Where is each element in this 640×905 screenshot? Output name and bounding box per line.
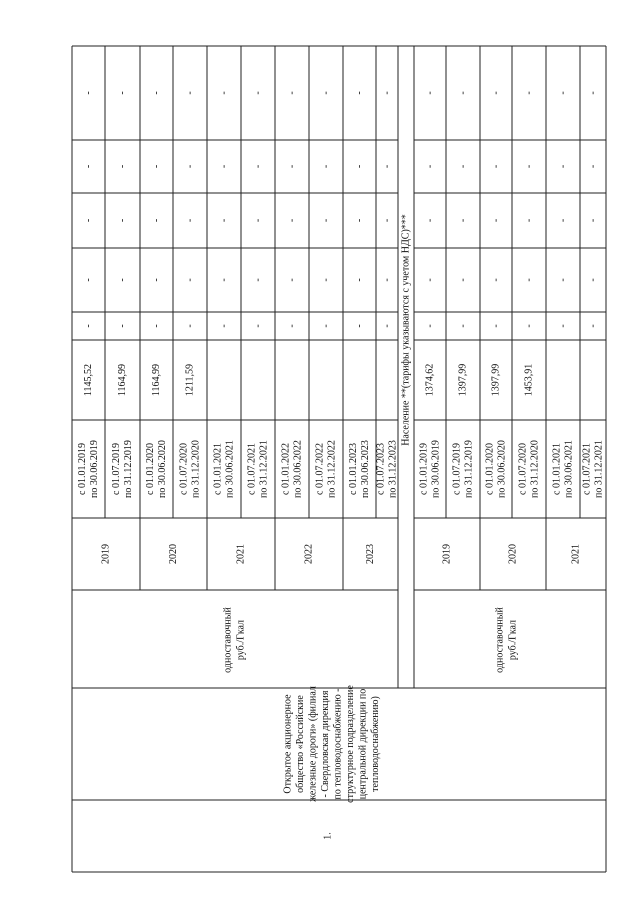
organization-line: тепловодоснабжению) — [369, 696, 381, 792]
dash-cell: - — [424, 278, 436, 282]
dash-cell: - — [424, 324, 436, 328]
period-start: с 01.01.2019 — [418, 443, 430, 495]
tariff-value: 1211,59 — [184, 363, 196, 397]
dash-cell: - — [557, 91, 569, 95]
rate-type: одноставочный — [494, 607, 506, 673]
dash-cell: - — [320, 91, 332, 95]
dash-cell: - — [424, 91, 436, 95]
dash-cell: - — [286, 324, 298, 328]
dash-cell: - — [150, 91, 162, 95]
organization-line: центральной дирекции по — [357, 688, 369, 800]
dash-cell: - — [184, 91, 196, 95]
dash-cell: - — [557, 278, 569, 282]
period-start: с 01.01.2019 — [76, 443, 88, 495]
year-cell: 2020 — [507, 544, 519, 564]
period-start: с 01.07.2020 — [178, 443, 190, 495]
dash-cell: - — [523, 91, 535, 95]
dash-cell: - — [587, 91, 599, 95]
dash-cell: - — [218, 91, 230, 95]
period-end: по 31.12.2021 — [593, 440, 605, 498]
dash-cell: - — [116, 91, 128, 95]
period-end: по 31.12.2020 — [529, 440, 541, 498]
dash-cell: - — [557, 324, 569, 328]
tariff-value: 1453,91 — [523, 363, 535, 397]
period-end: по 31.12.2023 — [387, 440, 399, 498]
dash-cell: - — [286, 91, 298, 95]
dash-cell: - — [218, 164, 230, 169]
dash-cell: - — [490, 218, 502, 223]
dash-cell: - — [82, 324, 94, 328]
period-start: с 01.01.2021 — [212, 443, 224, 495]
dash-cell: - — [587, 278, 599, 282]
period-end: по 31.12.2021 — [258, 440, 270, 498]
period-end: по 31.12.2020 — [190, 440, 202, 498]
tariff-value: 1374,62 — [424, 363, 436, 397]
dash-cell: - — [218, 324, 230, 328]
organization-line: по тепловодоснабжению - — [332, 688, 344, 800]
dash-cell: - — [320, 164, 332, 169]
period-end: по 30.06.2021 — [224, 440, 236, 498]
dash-cell: - — [150, 218, 162, 223]
dash-cell: - — [252, 324, 264, 328]
period-end: по 30.06.2022 — [292, 440, 304, 498]
period-end: по 30.06.2019 — [430, 440, 442, 498]
period-start: с 01.07.2021 — [246, 443, 258, 495]
period-end: по 31.12.2019 — [122, 440, 134, 498]
period-end: по 31.12.2019 — [463, 440, 475, 498]
dash-cell: - — [184, 218, 196, 223]
dash-cell: - — [424, 218, 436, 223]
dash-cell: - — [116, 164, 128, 169]
dash-cell: - — [490, 324, 502, 328]
tariff-value: 1164,99 — [116, 363, 128, 397]
dash-cell: - — [353, 324, 365, 328]
dash-cell: - — [353, 164, 365, 169]
year-cell: 2022 — [303, 544, 315, 564]
dash-cell: - — [184, 164, 196, 169]
period-end: по 30.06.2019 — [88, 440, 100, 498]
tariff-value: 1397,99 — [457, 363, 469, 397]
organization-line: - Свердловская дирекция — [319, 690, 331, 798]
period-end: по 30.06.2020 — [496, 440, 508, 498]
dash-cell: - — [381, 324, 393, 328]
year-cell: 2023 — [364, 544, 376, 564]
dash-cell: - — [252, 278, 264, 282]
dash-cell: - — [523, 218, 535, 223]
period-start: с 01.01.2021 — [551, 443, 563, 495]
dash-cell: - — [587, 324, 599, 328]
dash-cell: - — [252, 91, 264, 95]
dash-cell: - — [82, 164, 94, 169]
year-cell: 2020 — [167, 544, 179, 564]
dash-cell: - — [381, 91, 393, 95]
tariff-value: 1145,52 — [82, 363, 94, 397]
rate-unit: руб./Гкал — [507, 619, 519, 661]
dash-cell: - — [252, 218, 264, 223]
period-start: с 01.07.2023 — [375, 443, 387, 495]
dash-cell: - — [490, 278, 502, 282]
dash-cell: - — [457, 164, 469, 169]
period-start: с 01.01.2020 — [484, 443, 496, 495]
dash-cell: - — [320, 278, 332, 282]
dash-cell: - — [424, 164, 436, 169]
dash-cell: - — [457, 324, 469, 328]
period-start: с 01.07.2019 — [451, 443, 463, 495]
dash-cell: - — [587, 218, 599, 223]
dash-cell: - — [82, 218, 94, 223]
dash-cell: - — [457, 218, 469, 223]
period-end: по 30.06.2021 — [563, 440, 575, 498]
period-start: с 01.07.2019 — [110, 443, 122, 495]
rate-unit: руб./Гкал — [235, 619, 247, 661]
row-number: 1. — [322, 832, 334, 840]
dash-cell: - — [557, 218, 569, 223]
dash-cell: - — [320, 324, 332, 328]
year-cell: 2021 — [235, 544, 247, 564]
dash-cell: - — [353, 278, 365, 282]
dash-cell: - — [457, 278, 469, 282]
dash-cell: - — [150, 164, 162, 169]
dash-cell: - — [116, 324, 128, 328]
dash-cell: - — [381, 278, 393, 282]
dash-cell: - — [150, 278, 162, 282]
dash-cell: - — [184, 278, 196, 282]
dash-cell: - — [150, 324, 162, 328]
dash-cell: - — [557, 164, 569, 169]
rate-type: одноставочный — [222, 607, 234, 673]
year-cell: 2021 — [570, 544, 582, 564]
dash-cell: - — [218, 278, 230, 282]
dash-cell: - — [286, 218, 298, 223]
dash-cell: - — [286, 164, 298, 169]
dash-cell: - — [523, 324, 535, 328]
dash-cell: - — [286, 278, 298, 282]
tariff-value: 1164,99 — [150, 363, 162, 397]
period-end: по 30.06.2023 — [359, 440, 371, 498]
dash-cell: - — [82, 91, 94, 95]
organization-line: Открытое акционерное — [282, 694, 294, 794]
dash-cell: - — [490, 164, 502, 169]
organization-line: общество «Российские — [294, 695, 306, 793]
dash-cell: - — [353, 218, 365, 223]
dash-cell: - — [381, 218, 393, 223]
dash-cell: - — [587, 164, 599, 169]
period-start: с 01.07.2020 — [517, 443, 529, 495]
dash-cell: - — [218, 218, 230, 223]
period-start: с 01.07.2022 — [314, 443, 326, 495]
dash-cell: - — [523, 164, 535, 169]
dash-cell: - — [523, 278, 535, 282]
organization-line: структурное подразделение — [344, 685, 356, 803]
dash-cell: - — [116, 278, 128, 282]
dash-cell: - — [353, 91, 365, 95]
period-start: с 01.07.2021 — [581, 443, 593, 495]
year-cell: 2019 — [100, 544, 112, 564]
period-end: по 31.12.2022 — [326, 440, 338, 498]
period-start: с 01.01.2020 — [144, 443, 156, 495]
dash-cell: - — [490, 91, 502, 95]
dash-cell: - — [184, 324, 196, 328]
section-header: Население **(тарифы указываются с учетом НДС)*** — [400, 214, 412, 446]
dash-cell: - — [320, 218, 332, 223]
dash-cell: - — [457, 91, 469, 95]
period-end: по 30.06.2020 — [156, 440, 168, 498]
tariff-value: 1397,99 — [490, 363, 502, 397]
year-cell: 2019 — [441, 544, 453, 564]
period-start: с 01.01.2022 — [280, 443, 292, 495]
dash-cell: - — [82, 278, 94, 282]
organization-line: железные дороги» (филиал — [307, 686, 319, 802]
period-start: с 01.01.2023 — [347, 443, 359, 495]
dash-cell: - — [116, 218, 128, 223]
dash-cell: - — [381, 164, 393, 169]
dash-cell: - — [252, 164, 264, 169]
